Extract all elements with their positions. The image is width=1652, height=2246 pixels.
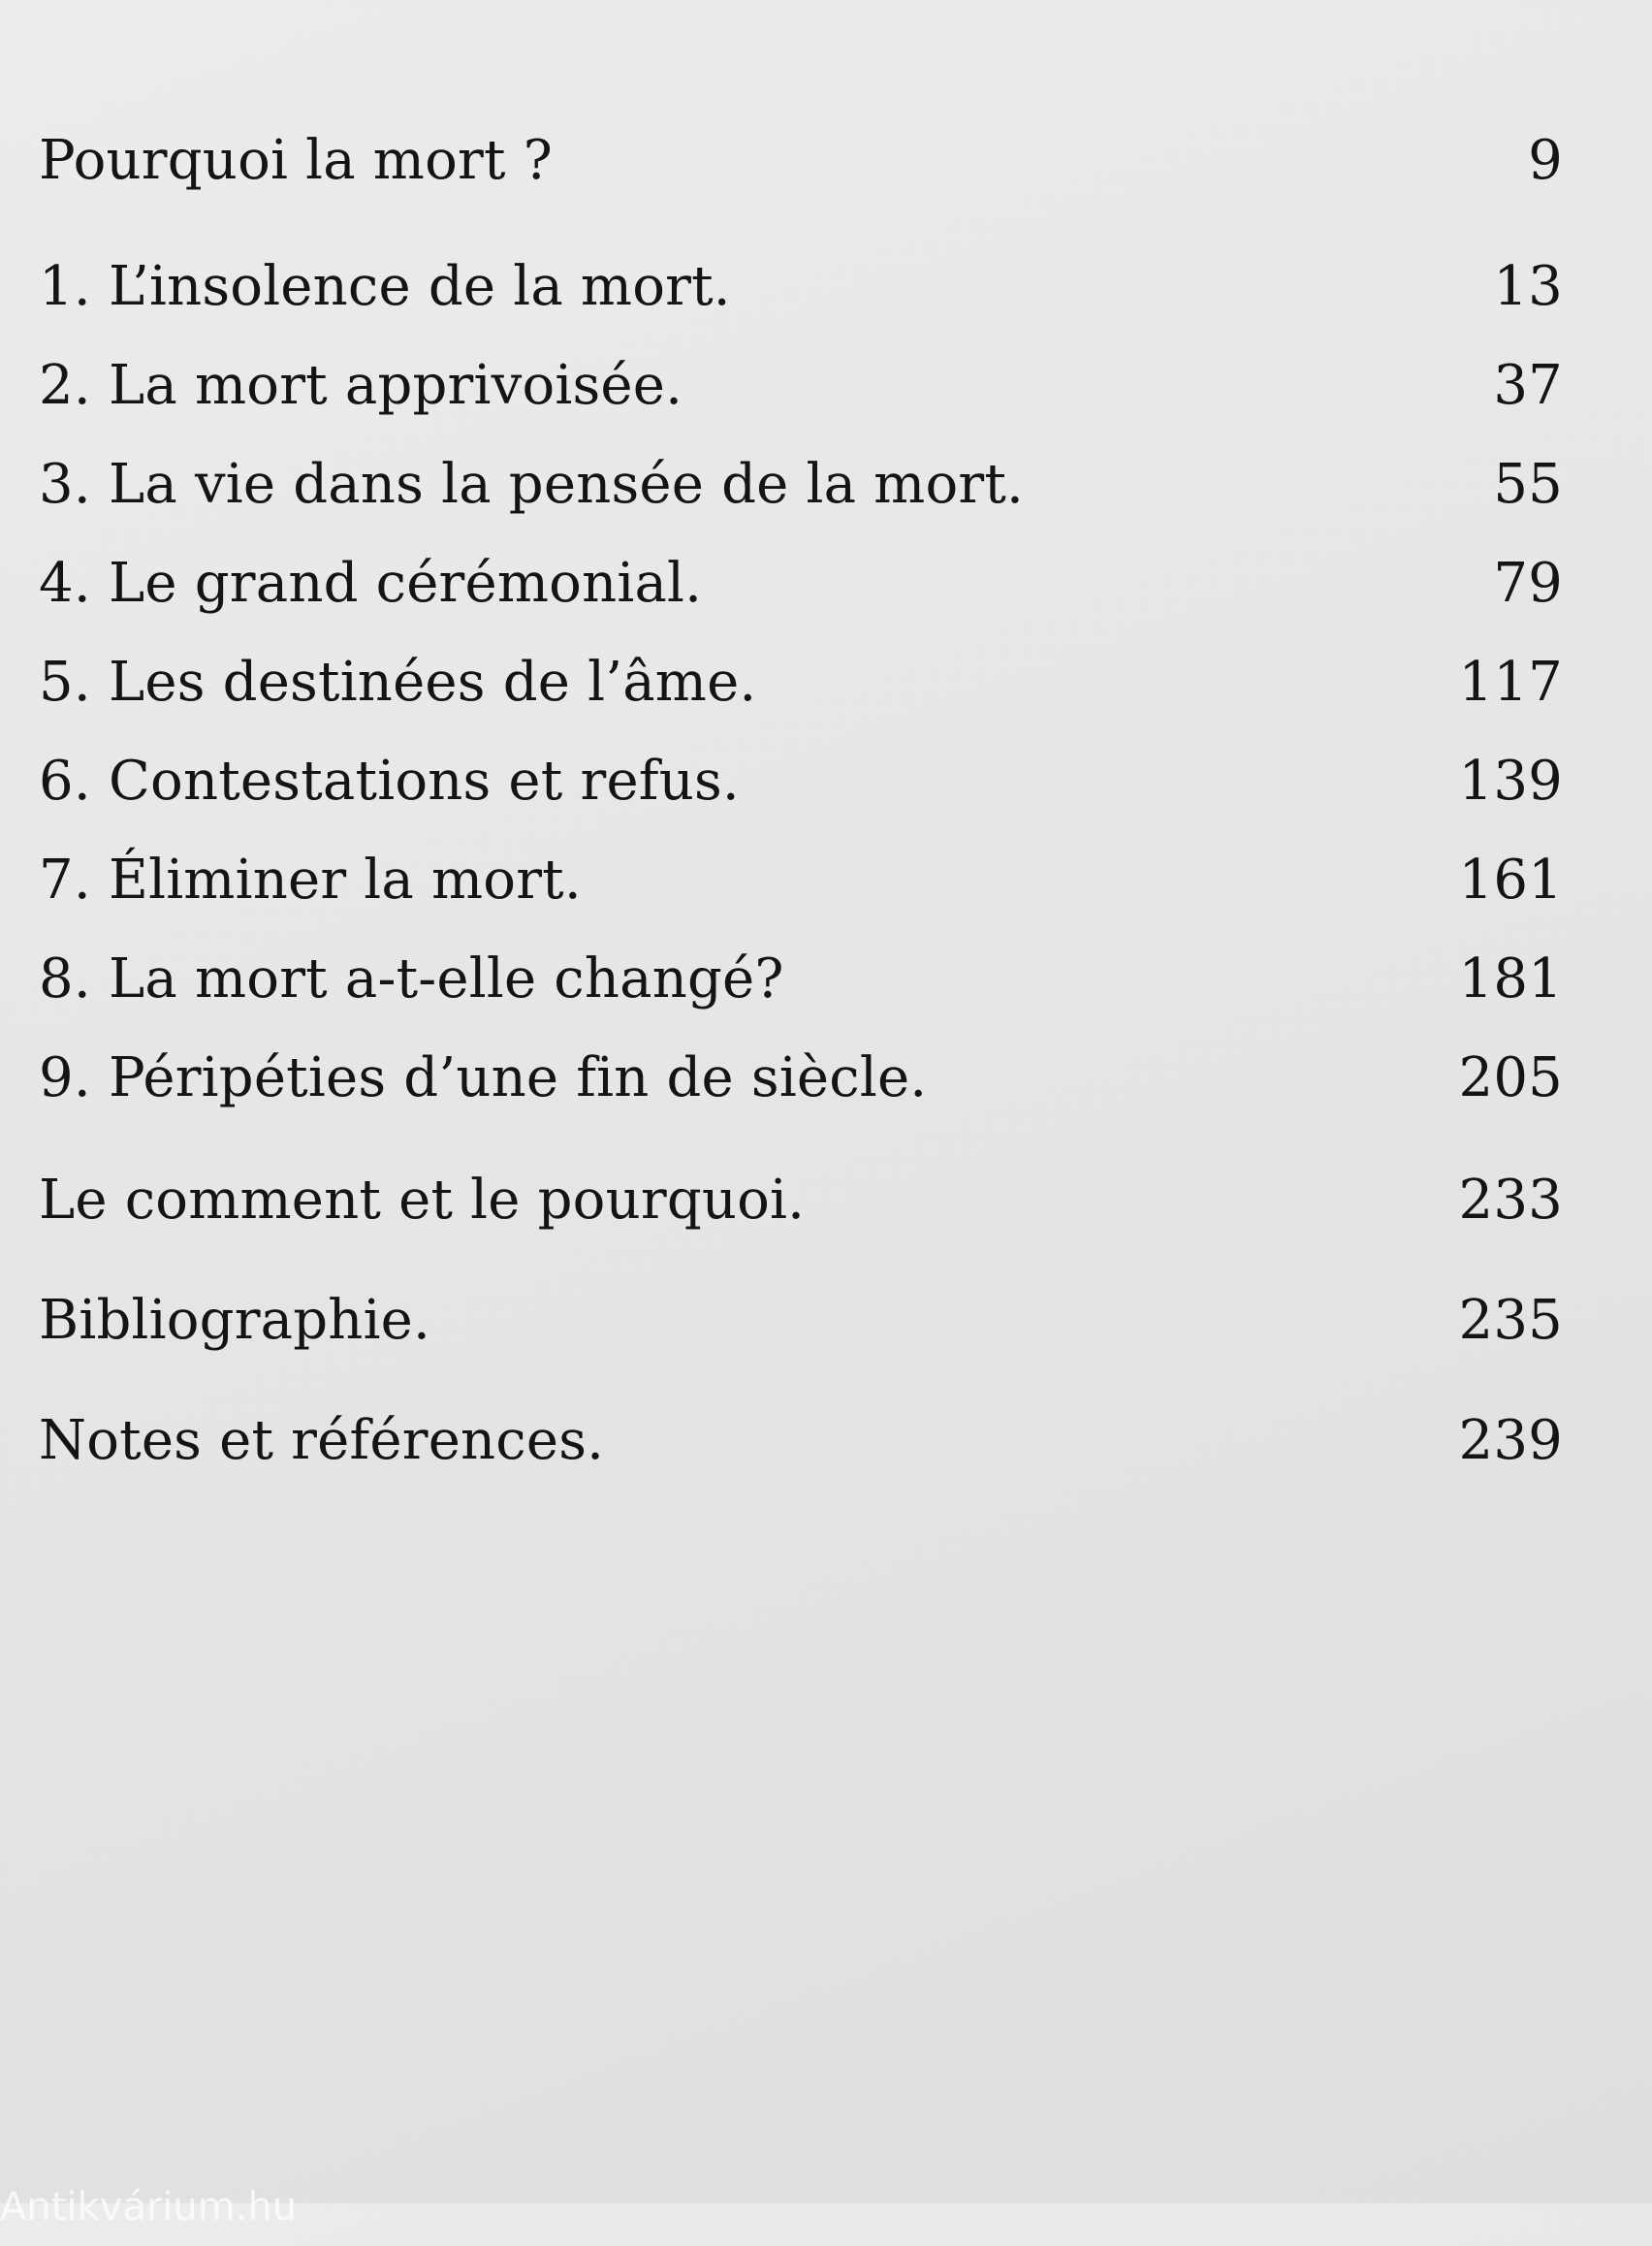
chapter-number: 9. bbox=[39, 1046, 91, 1109]
chapter-title: Les destinées de l’âme. bbox=[109, 651, 757, 714]
chapter-number: 2. bbox=[39, 354, 91, 417]
chapter-title: L’insolence de la mort. bbox=[109, 255, 731, 318]
chapter-page: 117 bbox=[1458, 651, 1563, 714]
chapter-page: 55 bbox=[1493, 453, 1563, 516]
toc-chapter-1 bbox=[39, 248, 1563, 326]
chapter-title: La mort a-t-elle changé? bbox=[109, 947, 784, 1011]
back-matter-title: Le comment et le pourquoi. bbox=[39, 1169, 806, 1232]
chapter-number: 4. bbox=[39, 552, 91, 615]
toc-back-matter-notes bbox=[39, 1402, 1563, 1480]
toc-chapter-8 bbox=[39, 941, 1563, 1018]
chapter-page: 13 bbox=[1493, 255, 1563, 318]
toc-chapter-3 bbox=[39, 446, 1563, 524]
toc-entry-page: 9 bbox=[1528, 129, 1563, 192]
chapter-number: 6. bbox=[39, 750, 91, 813]
back-matter-page: 235 bbox=[1458, 1289, 1563, 1352]
toc-entry-title: Pourquoi la mort ? bbox=[39, 129, 553, 192]
chapter-title: Éliminer la mort. bbox=[109, 849, 582, 912]
chapter-page: 79 bbox=[1493, 552, 1563, 615]
back-matter-title: Notes et références. bbox=[39, 1409, 605, 1472]
chapter-title: La vie dans la pensée de la mort. bbox=[109, 453, 1025, 516]
chapter-number: 5. bbox=[39, 651, 91, 714]
toc-back-matter-conclusion bbox=[39, 1162, 1563, 1239]
toc-back-matter-bibliography bbox=[39, 1282, 1563, 1360]
chapter-number: 3. bbox=[39, 453, 91, 516]
chapter-title: La mort apprivoisée. bbox=[109, 354, 683, 417]
toc-chapter-4 bbox=[39, 545, 1563, 623]
chapter-page: 37 bbox=[1493, 354, 1563, 417]
back-matter-page: 233 bbox=[1458, 1169, 1563, 1232]
back-matter-title: Bibliographie. bbox=[39, 1289, 431, 1352]
chapter-page: 205 bbox=[1458, 1046, 1563, 1109]
watermark: Antikvárium.hu bbox=[0, 2185, 298, 2230]
chapter-page: 139 bbox=[1458, 750, 1563, 813]
toc-chapter-9 bbox=[39, 1040, 1563, 1117]
toc-chapter-7 bbox=[39, 842, 1563, 919]
back-matter-page: 239 bbox=[1458, 1409, 1563, 1472]
chapter-number: 7. bbox=[39, 849, 91, 912]
toc-chapter-5 bbox=[39, 644, 1563, 722]
toc-chapter-6 bbox=[39, 743, 1563, 820]
chapter-title: Contestations et refus. bbox=[109, 750, 740, 813]
toc-chapter-2 bbox=[39, 347, 1563, 425]
chapter-number: 1. bbox=[39, 255, 91, 318]
chapter-number: 8. bbox=[39, 947, 91, 1011]
chapter-page: 181 bbox=[1458, 947, 1563, 1011]
chapter-title: Le grand cérémonial. bbox=[109, 552, 703, 615]
chapter-title: Péripéties d’une fin de siècle. bbox=[109, 1046, 928, 1109]
chapter-page: 161 bbox=[1458, 849, 1563, 912]
toc-entry-intro bbox=[39, 122, 1563, 200]
